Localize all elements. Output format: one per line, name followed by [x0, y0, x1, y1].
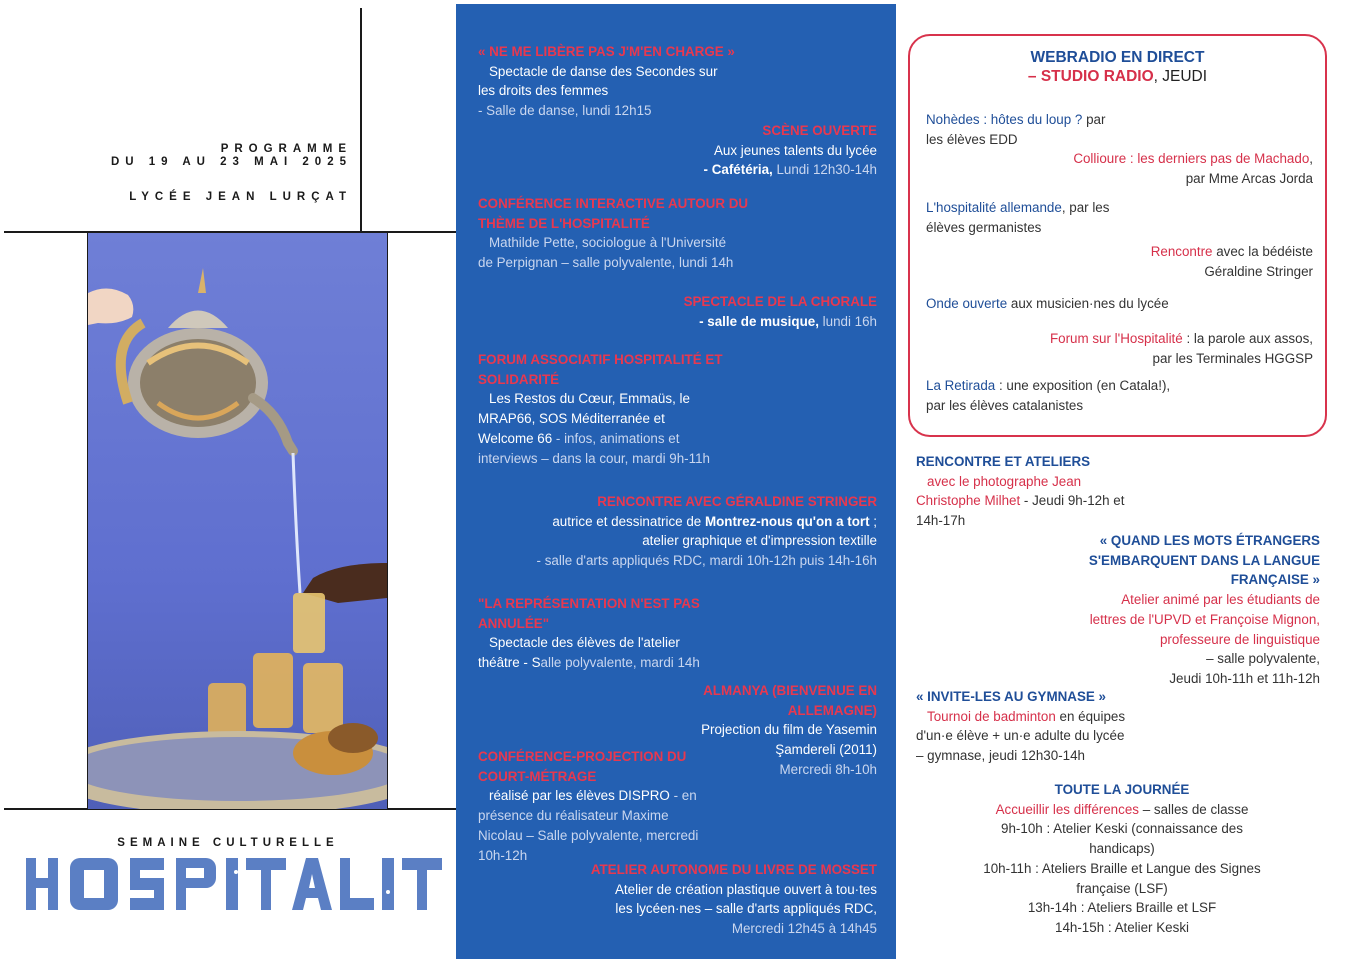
- event-desc: Tournoi de badminton: [927, 708, 1056, 724]
- event-desc: professeure de linguistique: [1159, 631, 1320, 647]
- event-mots-etrangers: [980, 531, 1320, 689]
- event-desc: Aux jeunes talents du lycée: [713, 142, 877, 158]
- radio-item-text: avec la bédéiste: [1212, 244, 1313, 259]
- event-desc: Les Restos du Cœur, Emmaüs, le: [489, 391, 690, 407]
- event-dance: [478, 42, 878, 121]
- radio-item-nohedes: [926, 110, 1186, 149]
- teapot-photo: [88, 233, 387, 809]
- event-info: - Salle de danse, lundi 12h15: [478, 103, 652, 119]
- event-title: CONFÉRENCE INTERACTIVE AUTOUR DU: [478, 196, 749, 211]
- event-desc: les droits des femmes: [478, 83, 609, 99]
- event-info: lundi 16h: [818, 313, 877, 329]
- event-desc: - en: [669, 788, 697, 804]
- event-title: SOLIDARITÉ: [478, 371, 560, 387]
- event-info: – salle polyvalente,: [1206, 651, 1320, 667]
- event-desc: – salles de classe: [1138, 801, 1249, 817]
- radio-item-title: Onde ouverte: [926, 296, 1008, 311]
- event-info: Mercredi 12h45 à 14h45: [731, 921, 877, 937]
- event-desc: MRAP66, SOS Méditerranée et: [478, 411, 665, 427]
- event-photographe: [916, 452, 1176, 531]
- event-chorale: [547, 292, 877, 331]
- event-desc: lettres de l'UPVD et Françoise Mignon,: [1089, 611, 1320, 627]
- event-schedule: 13h-14h : Ateliers Braille et LSF: [1027, 900, 1217, 916]
- event-desc: d'un·e élève + un·e adulte du lycée: [916, 728, 1125, 744]
- radio-item-text: aux musicien·nes du lycée: [1007, 296, 1169, 311]
- event-desc: Accueillir les différences: [995, 801, 1139, 817]
- event-info: 14h-17h: [916, 513, 966, 529]
- radio-item-title: Rencontre: [1150, 244, 1213, 259]
- event-info: alle polyvalente, mardi 14h: [540, 655, 700, 671]
- radio-item-text: élèves germanistes: [926, 219, 1042, 235]
- event-scene-ouverte: [547, 121, 877, 180]
- divider-line: [360, 8, 362, 233]
- event-desc: théâtre - S: [478, 655, 541, 671]
- event-title: « NE ME LIBÈRE PAS J'M'EN CHARGE »: [478, 44, 735, 59]
- cover-panel: [0, 0, 456, 959]
- event-book-title: Montrez-nous qu'on a tort: [704, 513, 870, 529]
- event-desc: Christophe Milhet: [916, 493, 1021, 509]
- event-desc: les lycéen·nes – salle d'arts appliqués RDC,: [615, 901, 877, 917]
- radio-item-retirada: [926, 376, 1246, 415]
- radio-item-allemande: [926, 198, 1186, 237]
- event-schedule: handicaps): [1089, 841, 1155, 857]
- event-title: "LA REPRÉSENTATION N'EST PAS: [478, 596, 700, 611]
- event-title: CONFÉRENCE-PROJECTION DU: [478, 749, 687, 764]
- event-desc: Atelier animé par les étudiants de: [1121, 592, 1320, 608]
- radio-item-title: Forum sur l'Hospitalité: [1049, 331, 1183, 346]
- radio-item-text: par Mme Arcas Jorda: [1185, 170, 1313, 186]
- webradio-box: [908, 34, 1327, 437]
- event-schedule: 14h-15h : Atelier Keski: [1055, 919, 1189, 935]
- event-info: – gymnase, jeudi 12h30-14h: [916, 748, 1085, 764]
- event-info: interviews – dans la cour, mardi 9h-11h: [478, 450, 710, 466]
- radio-item-text: : la parole aux assos,: [1182, 331, 1313, 346]
- webradio-title: WEBRADIO EN DIRECT: [1030, 49, 1205, 66]
- event-desc: Spectacle de danse des Secondes sur: [489, 63, 718, 79]
- event-forum: [478, 350, 878, 468]
- programme-label: PROGRAMME: [220, 143, 352, 155]
- event-desc: Nicolau – Salle polyvalente, mercredi: [478, 827, 699, 843]
- event-title: FRANÇAISE »: [1230, 572, 1320, 588]
- webradio-day: , JEUDI: [1153, 68, 1208, 85]
- event-gymnase: [916, 687, 1216, 766]
- radio-item-title: Nohèdes : hôtes du loup ?: [926, 112, 1083, 127]
- radio-item-title: La Retirada: [926, 378, 996, 393]
- event-info: - salle d'arts appliqués RDC, mardi 10h-12h puis 14h-16h: [536, 553, 877, 569]
- event-court-metrage: [478, 747, 738, 865]
- event-title: FORUM ASSOCIATIF HOSPITALITÉ ET: [478, 352, 723, 367]
- event-desc: Projection du film de Yasemin: [701, 722, 877, 738]
- event-title: SCÈNE OUVERTE: [762, 123, 877, 138]
- event-schedule: française (LSF): [1076, 880, 1168, 896]
- event-desc: atelier graphique et d'impression textille: [642, 533, 877, 549]
- event-title: ALLEMAGNE): [787, 702, 877, 718]
- event-desc: autrice et dessinatrice de: [552, 513, 705, 529]
- radio-item-text: par: [1082, 112, 1106, 127]
- event-desc: - infos, animations et: [552, 430, 680, 446]
- radio-item-forum: [993, 329, 1313, 368]
- event-desc: réalisé par les élèves DISPRO: [489, 788, 670, 804]
- radio-item-title: Collioure : les derniers pas de Machado: [1073, 151, 1310, 166]
- programme-dates: DU 19 AU 23 MAI 2025: [110, 156, 352, 168]
- event-title: COURT-MÉTRAGE: [478, 768, 597, 784]
- event-desc: Spectacle des élèves de l'atelier: [489, 635, 680, 651]
- school-name: LYCÉE JEAN LURÇAT: [129, 191, 352, 203]
- radio-item-title: L'hospitalité allemande: [926, 200, 1062, 215]
- event-desc: avec le photographe Jean: [927, 473, 1082, 489]
- event-desc: Şamdereli (2011): [775, 742, 877, 758]
- event-desc: Mathilde Pette, sociologue à l'Université: [489, 235, 727, 251]
- event-title: RENCONTRE AVEC GÉRALDINE STRINGER: [597, 494, 877, 509]
- event-info: Jeudi 10h-11h et 11h-12h: [1169, 670, 1320, 686]
- radio-item-text: les élèves EDD: [926, 131, 1018, 147]
- event-desc: de Perpignan – salle polyvalente, lundi 14h: [478, 255, 734, 271]
- event-atelier-mosset: [547, 860, 877, 939]
- event-desc: Welcome 66: [478, 430, 553, 446]
- event-rencontre-stringer: [457, 492, 877, 571]
- event-info: Mercredi 8h-10h: [779, 761, 877, 777]
- right-column: [896, 0, 1348, 959]
- event-title: ANNULÉE": [478, 615, 550, 631]
- event-title: « QUAND LES MOTS ÉTRANGERS: [1099, 533, 1320, 548]
- event-desc: présence du réalisateur Maxime: [478, 808, 669, 824]
- event-place: - salle de musique,: [699, 313, 819, 329]
- webradio-subtitle: – STUDIO RADIO: [1027, 68, 1154, 85]
- event-theatre: [478, 594, 778, 673]
- event-toute-la-journee: [952, 780, 1292, 938]
- event-schedule: 9h-10h : Atelier Keski (connaissance des: [1001, 821, 1243, 837]
- event-schedule: 10h-11h : Ateliers Braille et Langue des Signes: [983, 860, 1261, 876]
- event-desc: 10h-12h: [478, 847, 528, 863]
- event-title: RENCONTRE ET ATELIERS: [916, 454, 1091, 469]
- semaine-culturelle-label: SEMAINE CULTURELLE: [117, 837, 339, 849]
- event-desc: ;: [869, 513, 877, 529]
- event-title: S'EMBARQUENT DANS LA LANGUE: [1088, 552, 1320, 568]
- radio-item-onde: [926, 294, 1246, 314]
- radio-item-text: par les élèves catalanistes: [926, 397, 1084, 413]
- radio-item-text: : une exposition (en Catala!),: [995, 378, 1171, 393]
- event-title: TOUTE LA JOURNÉE: [1054, 782, 1190, 797]
- radio-item-text: ,: [1309, 151, 1313, 166]
- event-desc: en équipes: [1055, 708, 1126, 724]
- event-title: ALMANYA (BIENVENUE EN: [703, 683, 877, 698]
- radio-item-text: , par les: [1061, 200, 1110, 215]
- event-desc: Atelier de création plastique ouvert à tou·tes: [614, 881, 877, 897]
- event-title: ATELIER AUTONOME DU LIVRE DE MOSSET: [590, 862, 877, 877]
- radio-item-text: Géraldine Stringer: [1204, 263, 1313, 279]
- event-title: « INVITE-LES AU GYMNASE »: [916, 689, 1106, 704]
- events-column-blue: [456, 4, 896, 959]
- event-title: THÈME DE L'HOSPITALITÉ: [478, 215, 650, 231]
- event-title: SPECTACLE DE LA CHORALE: [683, 294, 877, 309]
- hospitalite-title-logo: [22, 852, 452, 914]
- event-conference: [478, 194, 878, 273]
- radio-item-text: par les Terminales HGGSP: [1152, 350, 1313, 366]
- radio-item-rencontre: [1053, 242, 1313, 281]
- event-info: - Jeudi 9h-12h et: [1020, 493, 1125, 509]
- radio-item-collioure: [993, 149, 1313, 188]
- event-info: Lundi 12h30-14h: [772, 162, 877, 178]
- event-place: - Cafétéria,: [703, 162, 773, 178]
